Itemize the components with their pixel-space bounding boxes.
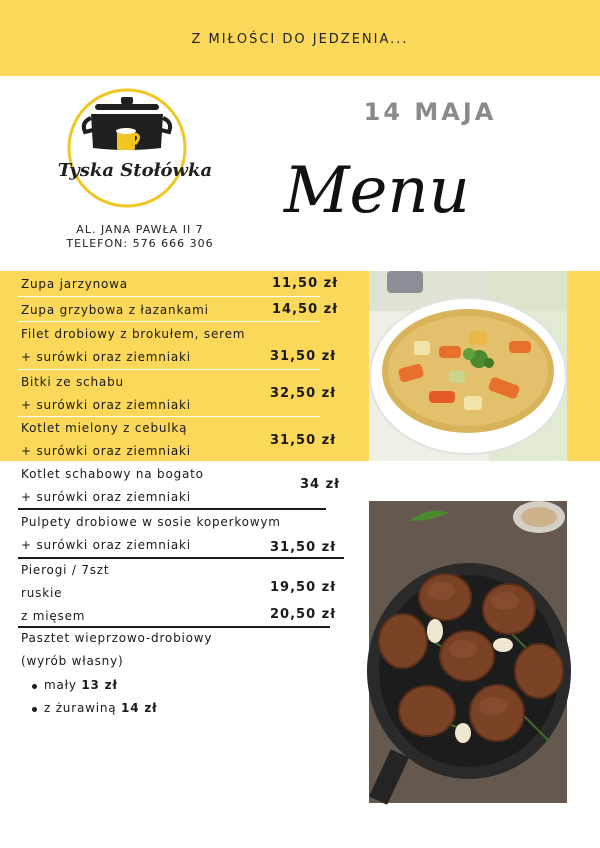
- price-kotlet-mielony: 31,50 zł: [270, 433, 337, 448]
- price-filet: 31,50 zł: [270, 349, 337, 364]
- price-zupa-grzybowa: 14,50 zł: [272, 302, 339, 317]
- pasztet-small-label: mały: [44, 678, 77, 692]
- item-kotlet-schabowy: Kotlet schabowy na bogato: [21, 467, 204, 481]
- item-pierogi-ruskie: ruskie: [21, 586, 63, 600]
- price-pierogi-ruskie: 19,50 zł: [270, 580, 337, 595]
- divider: [18, 557, 344, 559]
- item-pasztet-cranberry: [44, 701, 157, 715]
- pasztet-small-price: 13 zł: [81, 678, 118, 692]
- item-pasztet: Pasztet wieprzowo-drobiowy: [21, 631, 213, 645]
- tagline: Z MIŁOŚCI DO JEDZENIA...: [191, 32, 409, 47]
- highlight-stripe: [567, 271, 600, 461]
- divider: [18, 296, 320, 297]
- divider: [18, 416, 320, 417]
- bullet-icon: [32, 707, 37, 712]
- price-pierogi-mieso: 20,50 zł: [270, 607, 337, 622]
- price-bitki: 32,50 zł: [270, 386, 337, 401]
- divider: [18, 626, 330, 628]
- divider: [18, 369, 320, 370]
- item-pierogi-mieso: z mięsem: [21, 609, 86, 623]
- item-bitki-sides: + surówki oraz ziemniaki: [21, 398, 191, 412]
- item-pasztet-small: [44, 678, 118, 692]
- item-pulpety: Pulpety drobiowe w sosie koperkowym: [21, 515, 281, 529]
- item-zupa-grzybowa: Zupa grzybowa z łazankami: [21, 303, 209, 317]
- item-zupa-jarzynowa: Zupa jarzynowa: [21, 277, 128, 291]
- item-filet-sides: + surówki oraz ziemniaki: [21, 350, 191, 364]
- item-pierogi: Pierogi / 7szt: [21, 563, 110, 577]
- menu-date: 14 MAJA: [363, 98, 497, 126]
- divider: [18, 321, 320, 322]
- phone: TELEFON: 576 666 306: [66, 237, 214, 250]
- soup-photo: [369, 271, 567, 461]
- item-kotlet-mielony: Kotlet mielony z cebulką: [21, 421, 188, 435]
- item-pasztet-note: (wyrób własny): [21, 654, 124, 668]
- meatballs-photo: [369, 501, 567, 803]
- price-kotlet-schabowy: 34 zł: [300, 477, 341, 492]
- item-kotlet-mielony-sides: + surówki oraz ziemniaki: [21, 444, 191, 458]
- price-zupa-jarzynowa: 11,50 zł: [272, 276, 339, 291]
- menu-title-text: Menu: [284, 154, 470, 228]
- brand-name: Tyska Stołówka: [57, 160, 213, 181]
- price-pulpety: 31,50 zł: [270, 540, 337, 555]
- menu-title: [280, 140, 470, 240]
- item-filet: Filet drobiowy z brokułem, serem: [21, 327, 246, 341]
- item-bitki: Bitki ze schabu: [21, 375, 124, 389]
- address: AL. JANA PAWŁA II 7: [76, 223, 204, 236]
- bullet-icon: [32, 684, 37, 689]
- pasztet-cran-label: z żurawiną: [44, 701, 117, 715]
- divider: [18, 508, 326, 510]
- item-pulpety-sides: + surówki oraz ziemniaki: [21, 538, 191, 552]
- pot-logo-icon: [65, 86, 189, 210]
- item-kotlet-schabowy-sides: + surówki oraz ziemniaki: [21, 490, 191, 504]
- pasztet-cran-price: 14 zł: [121, 701, 158, 715]
